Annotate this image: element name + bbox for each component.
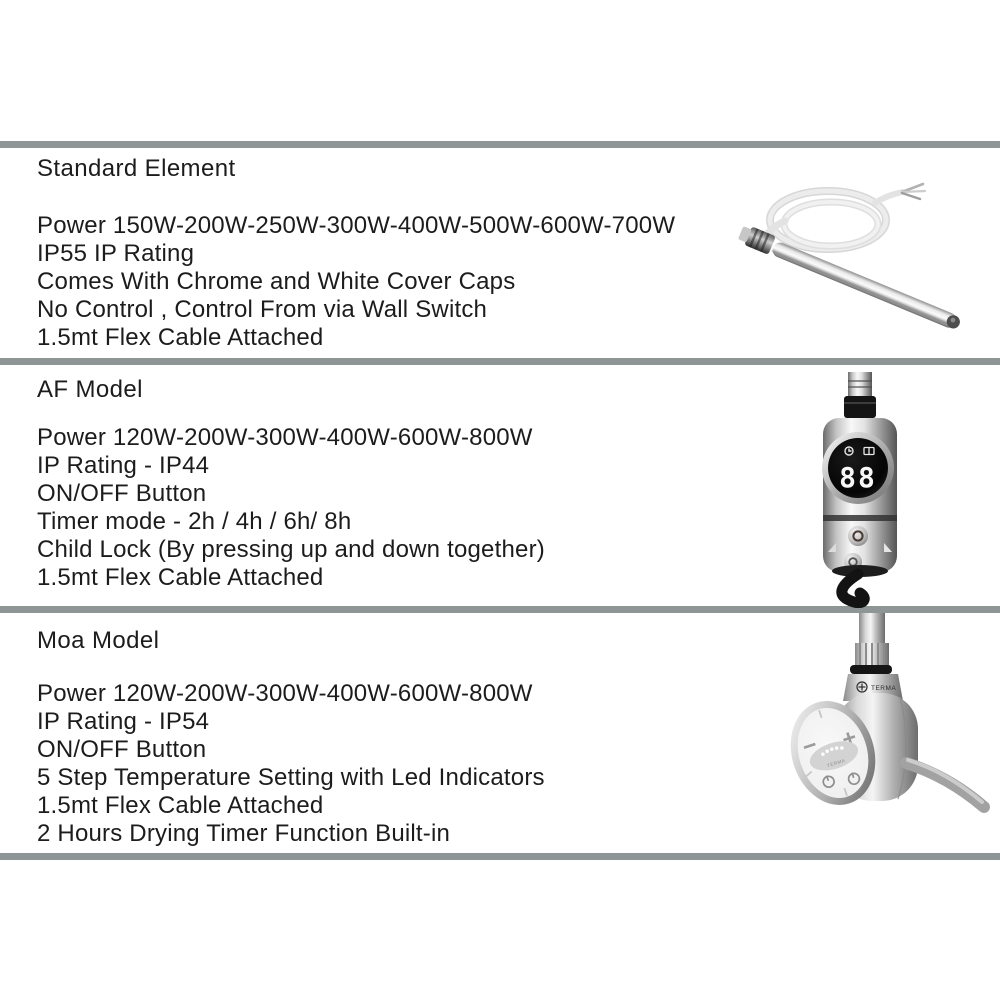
af-model-photo <box>808 372 932 608</box>
feature-line: ON/OFF Button <box>37 480 207 507</box>
feature-list <box>37 680 727 848</box>
feature-line: 5 Step Temperature Setting with Led Indicators <box>37 764 545 791</box>
o-ring <box>850 665 892 674</box>
brand-logo-icon <box>857 682 867 692</box>
display-digits: 88 <box>839 461 877 494</box>
feature-line: IP55 IP Rating <box>37 240 195 267</box>
face-brand-text: TERMA <box>826 757 847 769</box>
feature-line: IP Rating - IP54 <box>37 708 210 735</box>
feature-line: 2 Hours Drying Timer Function Built-in <box>37 820 451 847</box>
feature-line: 1.5mt Flex Cable Attached <box>37 324 324 351</box>
section-moa-model <box>37 627 727 848</box>
pipe-connector <box>850 613 892 674</box>
brand-text: TERMA <box>871 685 897 692</box>
feature-line: Child Lock (By pressing up and down together) <box>37 536 545 563</box>
feature-line: ON/OFF Button <box>37 736 207 763</box>
standard-element-photo <box>725 180 990 345</box>
feature-line: Comes With Chrome and White Cover Caps <box>37 268 516 295</box>
feature-line: 1.5mt Flex Cable Attached <box>37 564 324 591</box>
feature-line: Power 120W-200W-300W-400W-600W-800W <box>37 680 533 707</box>
digital-display <box>822 432 894 504</box>
feature-list <box>37 212 727 352</box>
coiled-flex-cable <box>765 184 925 249</box>
feature-line: 1.5mt Flex Cable Attached <box>37 792 324 819</box>
body-seam <box>823 515 897 521</box>
section-af-model <box>37 376 727 592</box>
feature-line: Timer mode - 2h / 4h / 6h/ 8h <box>37 508 352 535</box>
bare-wire-ends <box>902 184 925 199</box>
power-cable <box>906 760 984 807</box>
on-off-button <box>848 526 868 546</box>
section-title: AF Model <box>37 376 143 403</box>
feature-line: Power 120W-200W-300W-400W-600W-800W <box>37 424 533 451</box>
section-standard-element <box>37 155 727 352</box>
feature-list <box>37 424 727 592</box>
power-cable <box>832 565 888 603</box>
feature-line: Power 150W-200W-250W-300W-400W-500W-600W-700W <box>37 212 676 239</box>
feature-line: IP Rating - IP44 <box>37 452 210 479</box>
section-title: Standard Element <box>37 155 236 182</box>
pipe-connector <box>844 372 876 418</box>
heating-rod <box>770 240 962 331</box>
moa-model-photo <box>778 613 990 815</box>
divider <box>0 141 1000 148</box>
section-title: Moa Model <box>37 627 160 654</box>
divider <box>0 853 1000 860</box>
divider <box>0 358 1000 365</box>
feature-line: No Control , Control From via Wall Switch <box>37 296 488 323</box>
